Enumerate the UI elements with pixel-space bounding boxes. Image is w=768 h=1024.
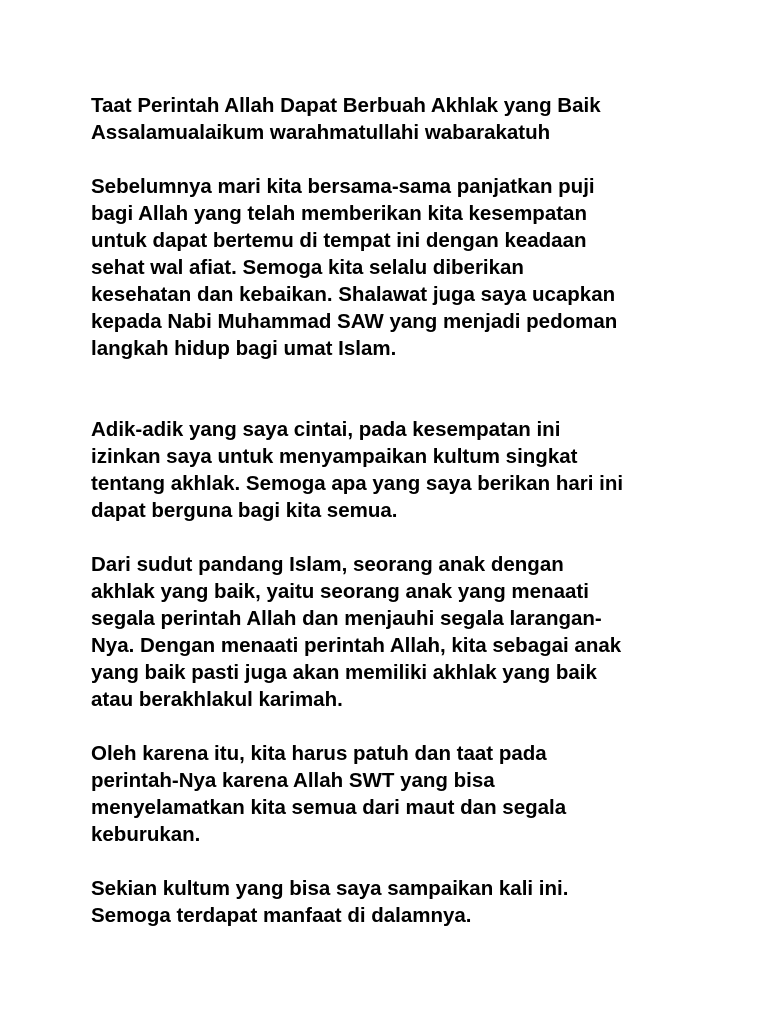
paragraph-introduction xyxy=(91,416,721,524)
paragraph-opening xyxy=(91,173,721,362)
paragraph-line: Sebelumnya mari kita bersama-sama panjatkan puji xyxy=(91,175,595,198)
paragraph-islamic-view xyxy=(91,551,721,713)
paragraph-line: bagi Allah yang telah memberikan kita kesempatan xyxy=(91,202,587,225)
paragraph-line: dapat berguna bagi kita semua. xyxy=(91,499,398,522)
paragraph-line: kesehatan dan kebaikan. Shalawat juga saya ucapkan xyxy=(91,283,616,306)
paragraph-line: kepada Nabi Muhammad SAW yang menjadi pedoman xyxy=(91,310,618,333)
paragraph-closing xyxy=(91,875,721,929)
paragraph-conclusion xyxy=(91,740,721,848)
paragraph-line: yang baik pasti juga akan memiliki akhlak yang baik xyxy=(91,661,597,684)
document-page xyxy=(91,92,721,956)
paragraph-line: Nya. Dengan menaati perintah Allah, kita sebagai anak xyxy=(91,634,622,657)
paragraph-line: akhlak yang baik, yaitu seorang anak yang menaati xyxy=(91,580,589,603)
paragraph-line: segala perintah Allah dan menjauhi segala larangan- xyxy=(91,607,602,630)
paragraph-line: Dari sudut pandang Islam, seorang anak dengan xyxy=(91,553,564,576)
paragraph-line: Oleh karena itu, kita harus patuh dan taat pada xyxy=(91,742,547,765)
paragraph-line: langkah hidup bagi umat Islam. xyxy=(91,337,397,360)
paragraph-line: sehat wal afiat. Semoga kita selalu diberikan xyxy=(91,256,524,279)
paragraph-line: Sekian kultum yang bisa saya sampaikan kali ini. xyxy=(91,877,569,900)
paragraph-line: atau berakhlakul karimah. xyxy=(91,688,343,711)
document-greeting: Assalamualaikum warahmatullahi wabarakatuh xyxy=(91,121,551,144)
paragraph-line: Adik-adik yang saya cintai, pada kesempatan ini xyxy=(91,418,561,441)
paragraph-line: Semoga terdapat manfaat di dalamnya. xyxy=(91,904,472,927)
document-header xyxy=(91,92,721,146)
paragraph-line: menyelamatkan kita semua dari maut dan segala xyxy=(91,796,567,819)
paragraph-line: untuk dapat bertemu di tempat ini dengan keadaan xyxy=(91,229,587,252)
paragraph-line: keburukan. xyxy=(91,823,201,846)
paragraph-line: perintah-Nya karena Allah SWT yang bisa xyxy=(91,769,495,792)
document-title: Taat Perintah Allah Dapat Berbuah Akhlak yang Baik xyxy=(91,94,601,117)
paragraph-line: tentang akhlak. Semoga apa yang saya berikan hari ini xyxy=(91,472,624,495)
paragraph-line: izinkan saya untuk menyampaikan kultum singkat xyxy=(91,445,578,468)
